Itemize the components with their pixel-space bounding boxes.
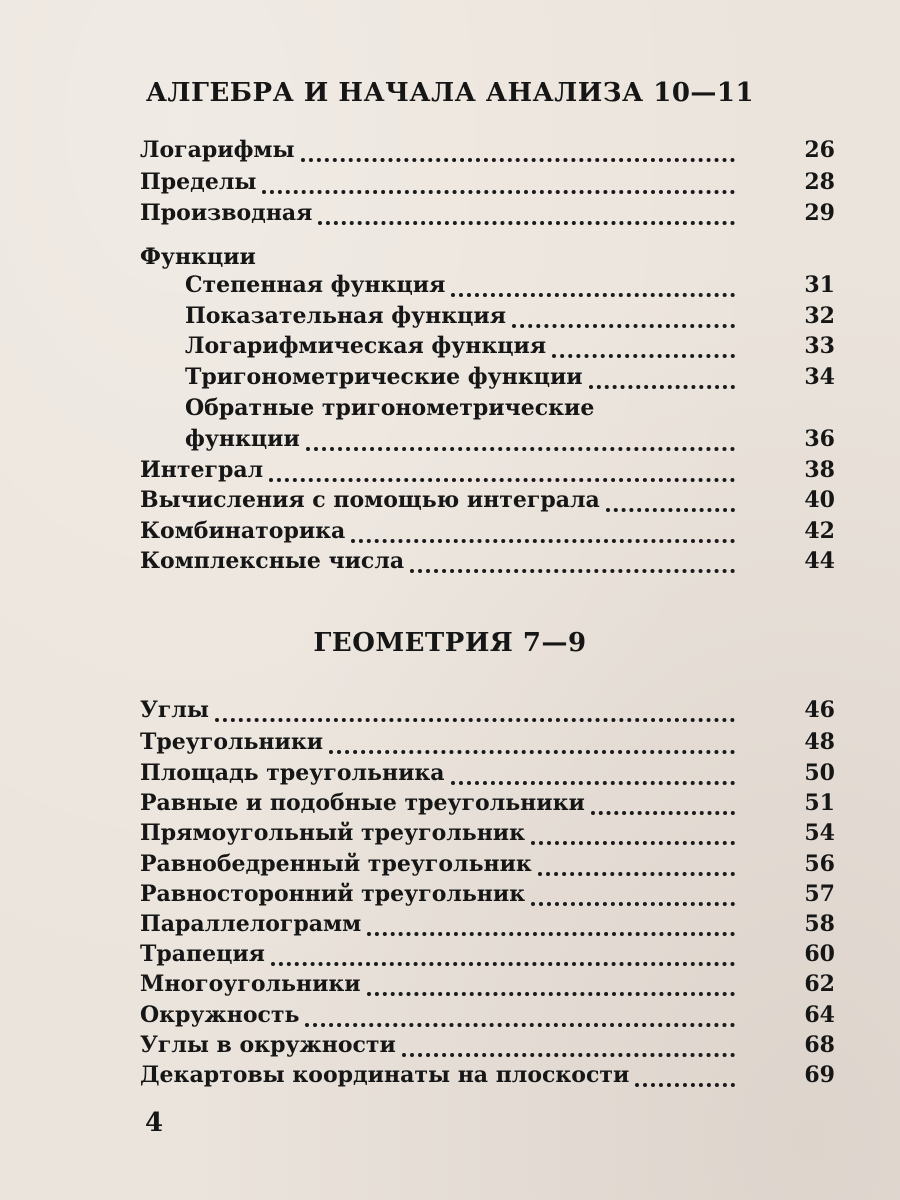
toc-page-number: 57 [804, 881, 835, 907]
geometry-section-heading: ГЕОМЕТРИЯ 7—9 [313, 628, 587, 658]
functions-subheading: Функции [140, 244, 256, 270]
toc-title: Декартовы координаты на плоскости [140, 1062, 630, 1088]
leader-dots [591, 801, 735, 815]
toc-title: Равносторонний треугольник [140, 881, 526, 907]
leader-dots [402, 1043, 735, 1057]
page-number-folio: 4 [145, 1108, 164, 1138]
toc-page-number: 40 [804, 487, 835, 513]
leader-dots [531, 831, 735, 845]
toc-row [140, 818, 840, 848]
toc-title: Равные и подобные треугольники [140, 790, 585, 816]
toc-row [140, 909, 840, 939]
toc-title: Производная [140, 200, 313, 226]
toc-row [140, 424, 840, 454]
toc-page-number: 54 [804, 820, 835, 846]
toc-title: Многоугольники [140, 971, 361, 997]
toc-title: Параллелограмм [140, 911, 362, 937]
toc-title: Углы в окружности [140, 1032, 396, 1058]
toc-title: Тригонометрические функции [185, 364, 583, 390]
toc-page-number: 33 [804, 333, 835, 359]
toc-row [140, 546, 840, 576]
toc-title: Степенная функция [185, 272, 446, 298]
leader-dots [531, 892, 735, 906]
leader-dots [305, 1013, 735, 1027]
toc-page-number: 32 [804, 303, 835, 329]
algebra-section-heading: АЛГЕБРА И НАЧАЛА АНАЛИЗА 10—11 [145, 78, 755, 108]
toc-page-number: 58 [804, 911, 835, 937]
toc-row [140, 969, 840, 999]
leader-dots [318, 211, 735, 225]
toc-title: Прямоугольный треугольник [140, 820, 526, 846]
toc-page-number: 42 [804, 518, 835, 544]
leader-dots [215, 708, 735, 722]
toc-row [140, 362, 840, 392]
toc-page-number: 38 [804, 457, 835, 483]
toc-title-line1: Обратные тригонометрические [185, 395, 595, 421]
toc-page-number: 29 [804, 200, 835, 226]
toc-row [140, 788, 840, 818]
toc-row [140, 301, 840, 331]
toc-title: Углы [140, 697, 209, 723]
leader-dots [367, 982, 735, 996]
toc-title: Комплексные числа [140, 548, 405, 574]
leader-dots [606, 498, 735, 512]
toc-row [140, 727, 840, 757]
toc-title: Трапеция [140, 941, 265, 967]
toc-title: Окружность [140, 1002, 300, 1028]
toc-page-number: 69 [804, 1062, 835, 1088]
leader-dots [367, 922, 735, 936]
leader-dots [410, 559, 735, 573]
toc-row [140, 758, 840, 788]
toc-row [140, 695, 840, 725]
toc-title: Показательная функция [185, 303, 506, 329]
leader-dots [589, 375, 735, 389]
toc-title: Логарифмическая функция [185, 333, 547, 359]
toc-title-line2: функции [185, 426, 300, 452]
toc-row [140, 331, 840, 361]
toc-page-number: 68 [804, 1032, 835, 1058]
toc-page-number: 36 [804, 426, 835, 452]
leader-dots [306, 437, 735, 451]
leader-dots [552, 344, 735, 358]
leader-dots [635, 1073, 735, 1087]
toc-row [140, 135, 840, 165]
leader-dots [301, 148, 735, 162]
leader-dots [269, 468, 735, 482]
leader-dots [351, 529, 735, 543]
toc-row [140, 270, 840, 300]
toc-title: Треугольники [140, 729, 324, 755]
leader-dots [512, 314, 735, 328]
toc-row [140, 167, 840, 197]
toc-page-number: 62 [804, 971, 835, 997]
toc-row [140, 939, 840, 969]
toc-title: Пределы [140, 169, 257, 195]
toc-page-number: 34 [804, 364, 835, 390]
toc-row [140, 1000, 840, 1030]
toc-row [140, 849, 840, 879]
toc-page-number: 48 [804, 729, 835, 755]
toc-row [140, 455, 840, 485]
leader-dots [538, 862, 735, 876]
toc-title: Логарифмы [140, 137, 295, 163]
toc-title: Интеграл [140, 457, 264, 483]
toc-title: Вычисления с помощью интеграла [140, 487, 600, 513]
toc-page-number: 51 [804, 790, 835, 816]
toc-page-number: 44 [804, 548, 835, 574]
toc-page-number: 50 [804, 760, 835, 786]
toc-page-number: 56 [804, 851, 835, 877]
leader-dots [329, 740, 735, 754]
toc-page-number: 60 [804, 941, 835, 967]
toc-page-number: 28 [804, 169, 835, 195]
toc-row [140, 485, 840, 515]
leader-dots [262, 180, 735, 194]
toc-row [140, 1060, 840, 1090]
leader-dots [271, 952, 735, 966]
toc-title: Комбинаторика [140, 518, 346, 544]
toc-row [140, 879, 840, 909]
toc-page-number: 31 [804, 272, 835, 298]
toc-title: Равнобедренный треугольник [140, 851, 532, 877]
toc-row [140, 516, 840, 546]
toc-row [140, 1030, 840, 1060]
toc-page-number: 46 [804, 697, 835, 723]
leader-dots [451, 771, 735, 785]
toc-page-number: 26 [804, 137, 835, 163]
toc-page-number: 64 [804, 1002, 835, 1028]
toc-title: Площадь треугольника [140, 760, 445, 786]
leader-dots [451, 283, 735, 297]
toc-row [140, 198, 840, 228]
